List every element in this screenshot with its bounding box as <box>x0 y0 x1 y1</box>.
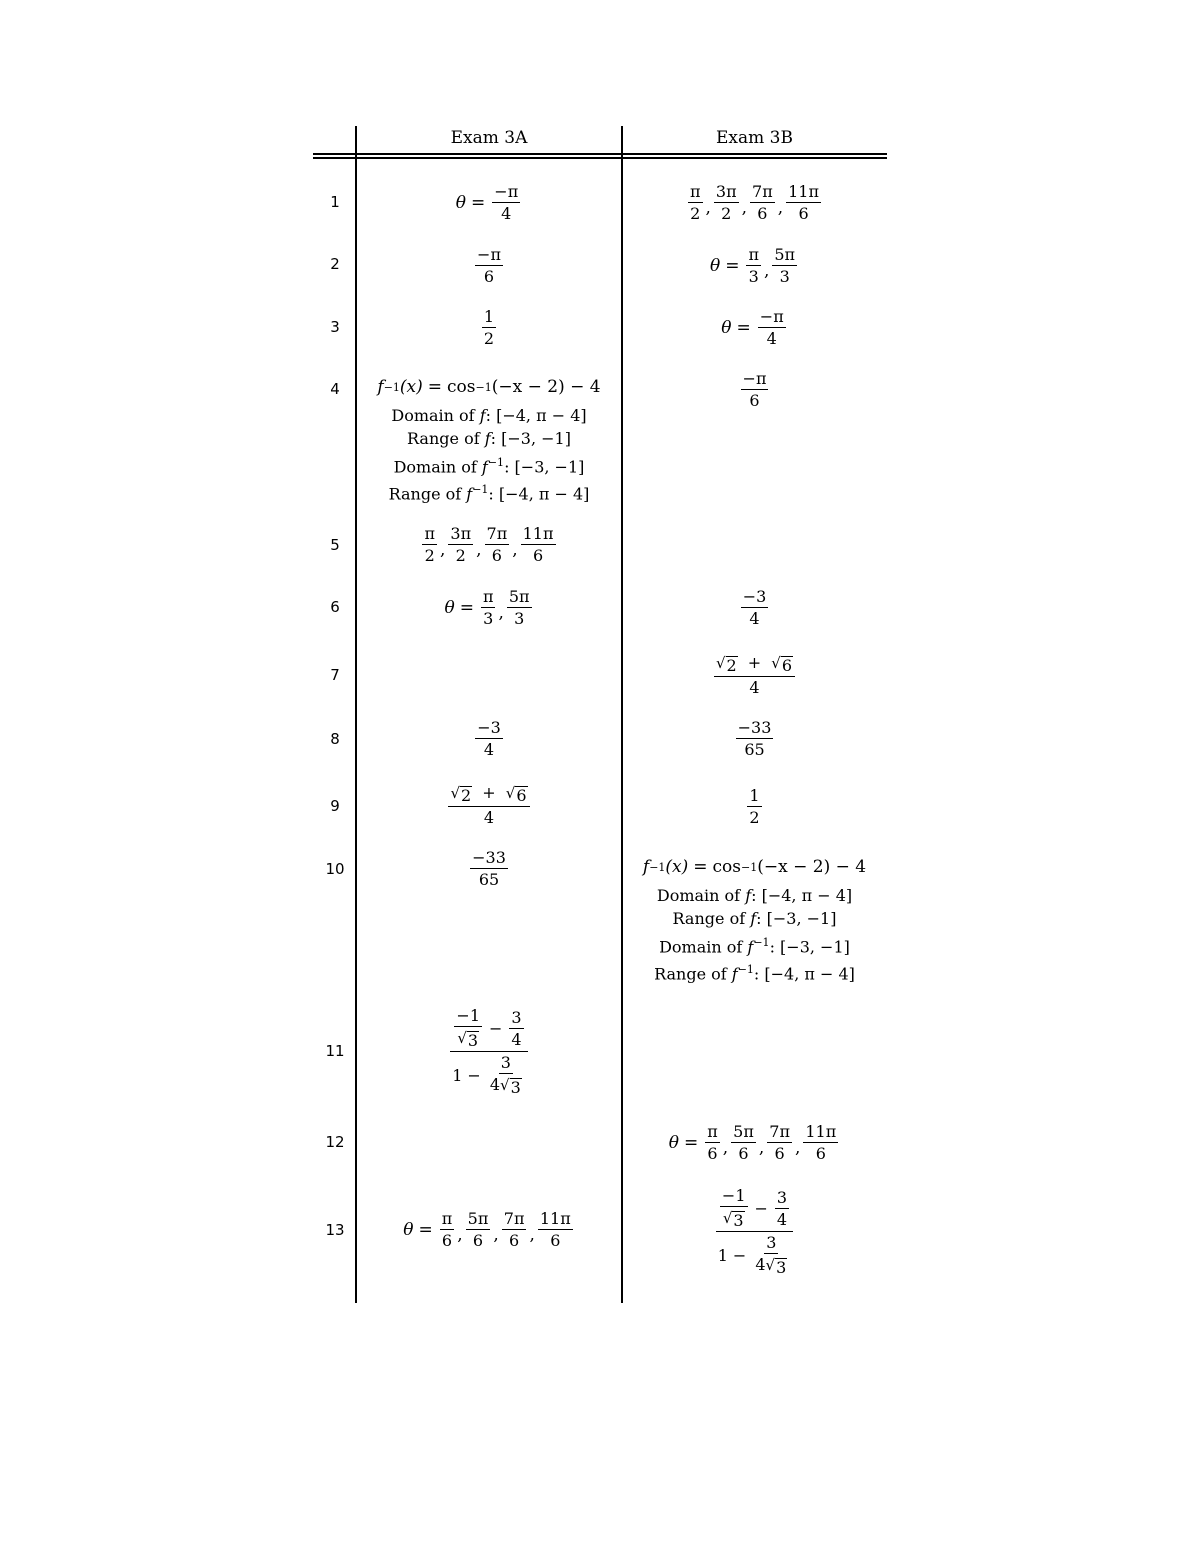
column-divider-left <box>355 126 357 1303</box>
row-number: 1 <box>330 193 340 211</box>
row-number: 7 <box>330 666 340 684</box>
row-number: 3 <box>330 318 340 336</box>
row-number: 13 <box>325 1221 345 1239</box>
row-number: 4 <box>330 380 340 398</box>
answer-3a-8: $\frac{-3}{4}$ <box>477 718 501 759</box>
answer-3b-10: f −1 (x) = cos −1 (−x − 2) − 4 Domain of f: [−4, π − 4] Range of f: [−3, −1] Domain of $f^{-1}$: [−3, −1] Range of $f^{-1}$: [−4, π − 4] <box>642 857 867 984</box>
answer-3b-8: $\frac{-33}{65}$ <box>737 718 772 759</box>
header-rule-bottom <box>313 157 887 159</box>
answer-3b-4: $\frac{-\pi}{6}$ <box>742 369 767 410</box>
header-exam-3a: Exam 3A <box>450 128 528 148</box>
answer-3b-6: $\frac{-3}{4}$ <box>742 587 767 628</box>
row-number: 11 <box>325 1042 345 1060</box>
row-number: 9 <box>330 797 340 815</box>
answer-3b-12: θ = $\frac{\pi}{6}$ , $\frac{5\pi}{6}$ , $\frac{7\pi}{6}$ , $\frac{11\pi}{6}$ <box>668 1122 837 1163</box>
answer-3b-2: θ = $\frac{\pi}{3}$ , $\frac{5\pi}{3}$ <box>709 245 796 286</box>
answer-3a-1: θ = $\frac{-\pi}{4}$ <box>455 182 519 223</box>
answer-3b-1: $\frac{\pi}{2}$ , $\frac{3\pi}{2}$ , $\frac{7\pi}{6}$ , $\frac{11\pi}{6}$ <box>689 182 819 223</box>
answer-3a-5: $\frac{\pi}{2}$ , $\frac{3\pi}{2}$ , $\frac{7\pi}{6}$ , $\frac{11\pi}{6}$ <box>424 524 554 565</box>
row-number: 6 <box>330 598 340 616</box>
answer-3b-13: −1 √ 3 − $\frac{3}{4}$ 1 − 3 4 √ 3 <box>622 1182 887 1282</box>
answer-3a-6: θ = $\frac{\pi}{3}$ , $\frac{5\pi}{3}$ <box>444 587 530 628</box>
answer-3a-4: f −1 (x) = cos −1 (−x − 2) − 4 Domain of f: [−4, π − 4] Range of f: [−3, −1] Domain of $f^{-1}$: [−3, −1] Range of $f^{-1}$: [−4, π − 4] <box>377 377 601 504</box>
header-exam-3b: Exam 3B <box>716 128 793 148</box>
header-rule-top <box>313 153 887 155</box>
answer-3b-9: $\frac{1}{2}$ <box>749 786 760 827</box>
row-number: 10 <box>325 860 345 878</box>
answer-3a-10: $\frac{-33}{65}$ <box>472 848 506 889</box>
answer-3a-3: $\frac{1}{2}$ <box>483 307 495 348</box>
answer-3a-13: θ = $\frac{\pi}{6}$ , $\frac{5\pi}{6}$ , $\frac{7\pi}{6}$ , $\frac{11\pi}{6}$ <box>403 1209 571 1250</box>
answer-3a-2: $\frac{-\pi}{6}$ <box>477 245 501 286</box>
answer-3b-7: √ 2 + √ 6 4 <box>622 650 887 700</box>
row-number: 8 <box>330 730 340 748</box>
answer-3a-9: √ 2 + √ 6 4 <box>357 780 621 830</box>
answer-3a-11: −1 √ 3 − $\frac{3}{4}$ 1 − 3 4 √ 3 <box>357 1002 621 1102</box>
row-number: 2 <box>330 255 340 273</box>
row-number: 5 <box>330 536 340 554</box>
row-number: 12 <box>325 1133 345 1151</box>
answer-3b-3: θ = $\frac{-\pi}{4}$ <box>721 307 784 348</box>
